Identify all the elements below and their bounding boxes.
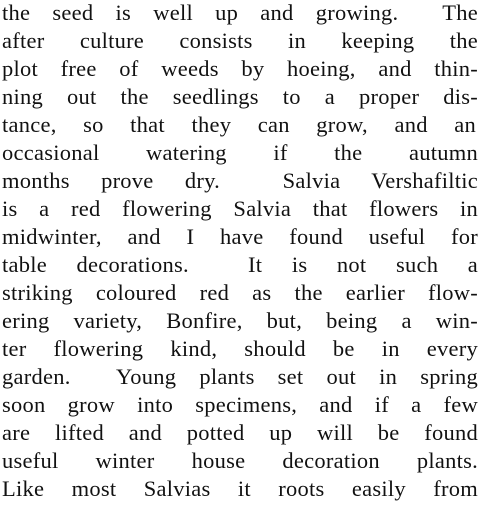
text-line: are lifted and potted up will be found	[2, 420, 478, 445]
text-line: midwinter, and I have found useful for	[2, 224, 478, 249]
text-line: months prove dry. Salvia Vershafiltic	[2, 168, 478, 193]
text-line: table decorations. It is not such a	[2, 252, 478, 277]
text-line: striking coloured red as the earlier flow-	[2, 280, 478, 305]
text-line: the seed is well up and growing. The	[2, 0, 478, 25]
text-line: plot free of weeds by hoeing, and thin-	[2, 56, 478, 81]
text-line: ning out the seedlings to a proper dis-	[2, 84, 478, 109]
text-line: garden. Young plants set out in spring	[2, 364, 478, 389]
text-line: useful winter house decoration plants.	[2, 448, 478, 473]
text-line: ter flowering kind, should be in every	[2, 336, 478, 361]
text-line: Like most Salvias it roots easily from	[2, 476, 478, 501]
text-line: occasional watering if the autumn	[2, 140, 478, 165]
text-line: ering variety, Bonfire, but, being a win-	[2, 308, 478, 333]
text-line: is a red flowering Salvia that flowers in	[2, 196, 478, 221]
text-line: tance, so that they can grow, and an	[2, 112, 476, 137]
text-line: soon grow into specimens, and if a few	[2, 392, 478, 417]
text-line: after culture consists in keeping the	[2, 28, 478, 53]
